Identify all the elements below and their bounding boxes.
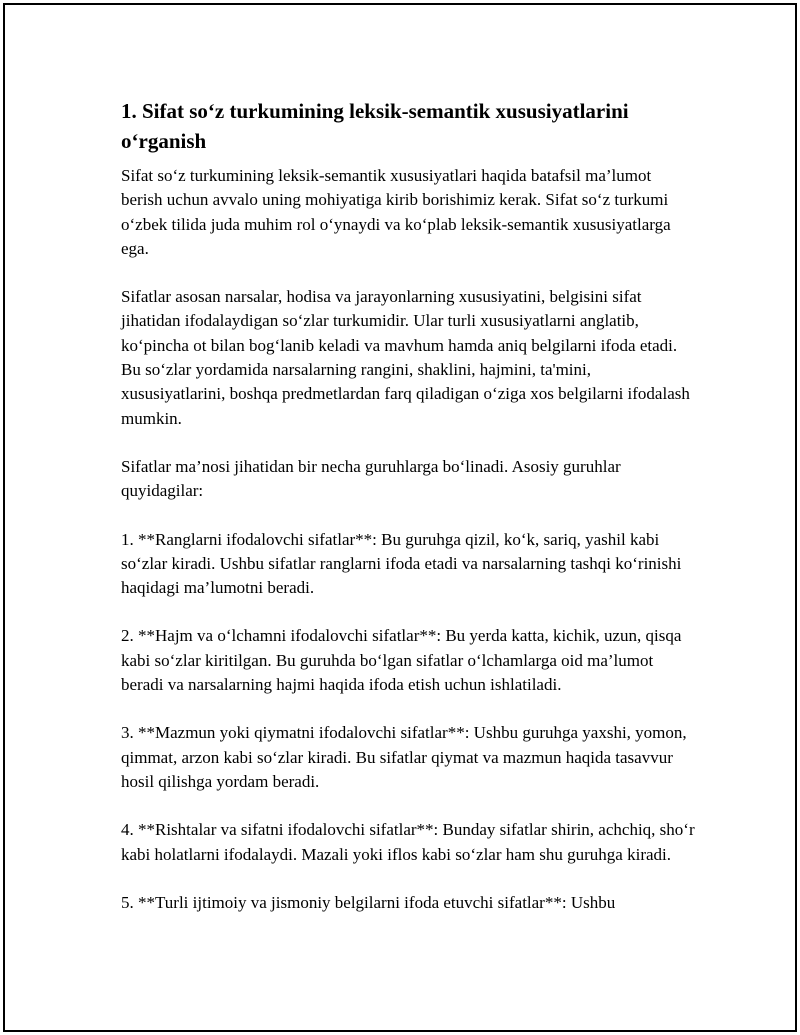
paragraph-definition: Sifatlar asosan narsalar, hodisa va jarayonlarning xususiyatini, belgisini sifat jihatidan ifodalaydigan so‘zlar turkumidir. Ular turli xususiyatlarni anglatib, ko‘pincha ot bilan bog‘lanib keladi va mavhum hamda aniq belgilarni ifoda etadi. Bu so‘zlar yordamida narsalarning rangini, shaklini, hajmini, ta'mini, xususiyatlarini, boshqa predmetlardan farq qiladigan o‘ziga xos belgilarni ifodalash mumkin. (121, 287, 690, 428)
list-item-value: 3. **Mazmun yoki qiymatni ifodalovchi sifatlar**: Ushbu guruhga yaxshi, yomon, qimmat, arzon kabi so‘zlar kiradi. Bu sifatlar qiymat va mazmun haqida tasavvur hosil qilishga yordam beradi. (121, 723, 687, 791)
list-item-colors: 1. **Ranglarni ifodalovchi sifatlar**: Bu guruhga qizil, ko‘k, sariq, yashil kabi so‘zlar kiradi. Ushbu sifatlar ranglarni ifoda etadi va narsalarning tashqi ko‘rinishi haqidagi ma’lumotni beradi. (121, 529, 682, 598)
paragraph-intro: Sifat so‘z turkumining leksik-semantik xususiyatlari haqida batafsil ma’lumot berish uchun avvalo uning mohiyatiga kirib borishimiz kerak. Sifat so‘z turkumi o‘zbek tilida juda muhim rol o‘ynaydi va ko‘plab leksik-semantik xususiyatlarga ega. (121, 166, 671, 258)
paragraph-groups-intro: Sifatlar ma’nosi jihatidan bir necha guruhlarga bo‘linadi. Asosiy guruhlar quyidagilar: (121, 456, 621, 501)
list-item-social: 5. **Turli ijtimoiy va jismoniy belgilarni ifoda etuvchi sifatlar**: Ushbu (121, 892, 616, 912)
list-item-size: 2. **Hajm va o‘lchamni ifodalovchi sifatlar**: Bu yerda katta, kichik, uzun, qisqa kabi so‘zlar kiritilgan. Bu guruhda bo‘lgan sifatlar o‘lchamlarga oid ma’lumot beradi va narsalarning hajmi haqida ifoda etish uchun ishlatiladi. (121, 626, 682, 695)
document-body (121, 96, 695, 939)
section-heading: 1. Sifat so‘z turkumining leksik-semantik xususiyatlarini o‘rganish (121, 99, 629, 153)
document-page (3, 3, 797, 1032)
list-item-taste: 4. **Rishtalar va sifatni ifodalovchi sifatlar**: Bunday sifatlar shirin, achchiq, sho‘r kabi holatlarni ifodalaydi. Mazali yoki iflos kabi so‘zlar ham shu guruhga kiradi. (121, 820, 695, 864)
